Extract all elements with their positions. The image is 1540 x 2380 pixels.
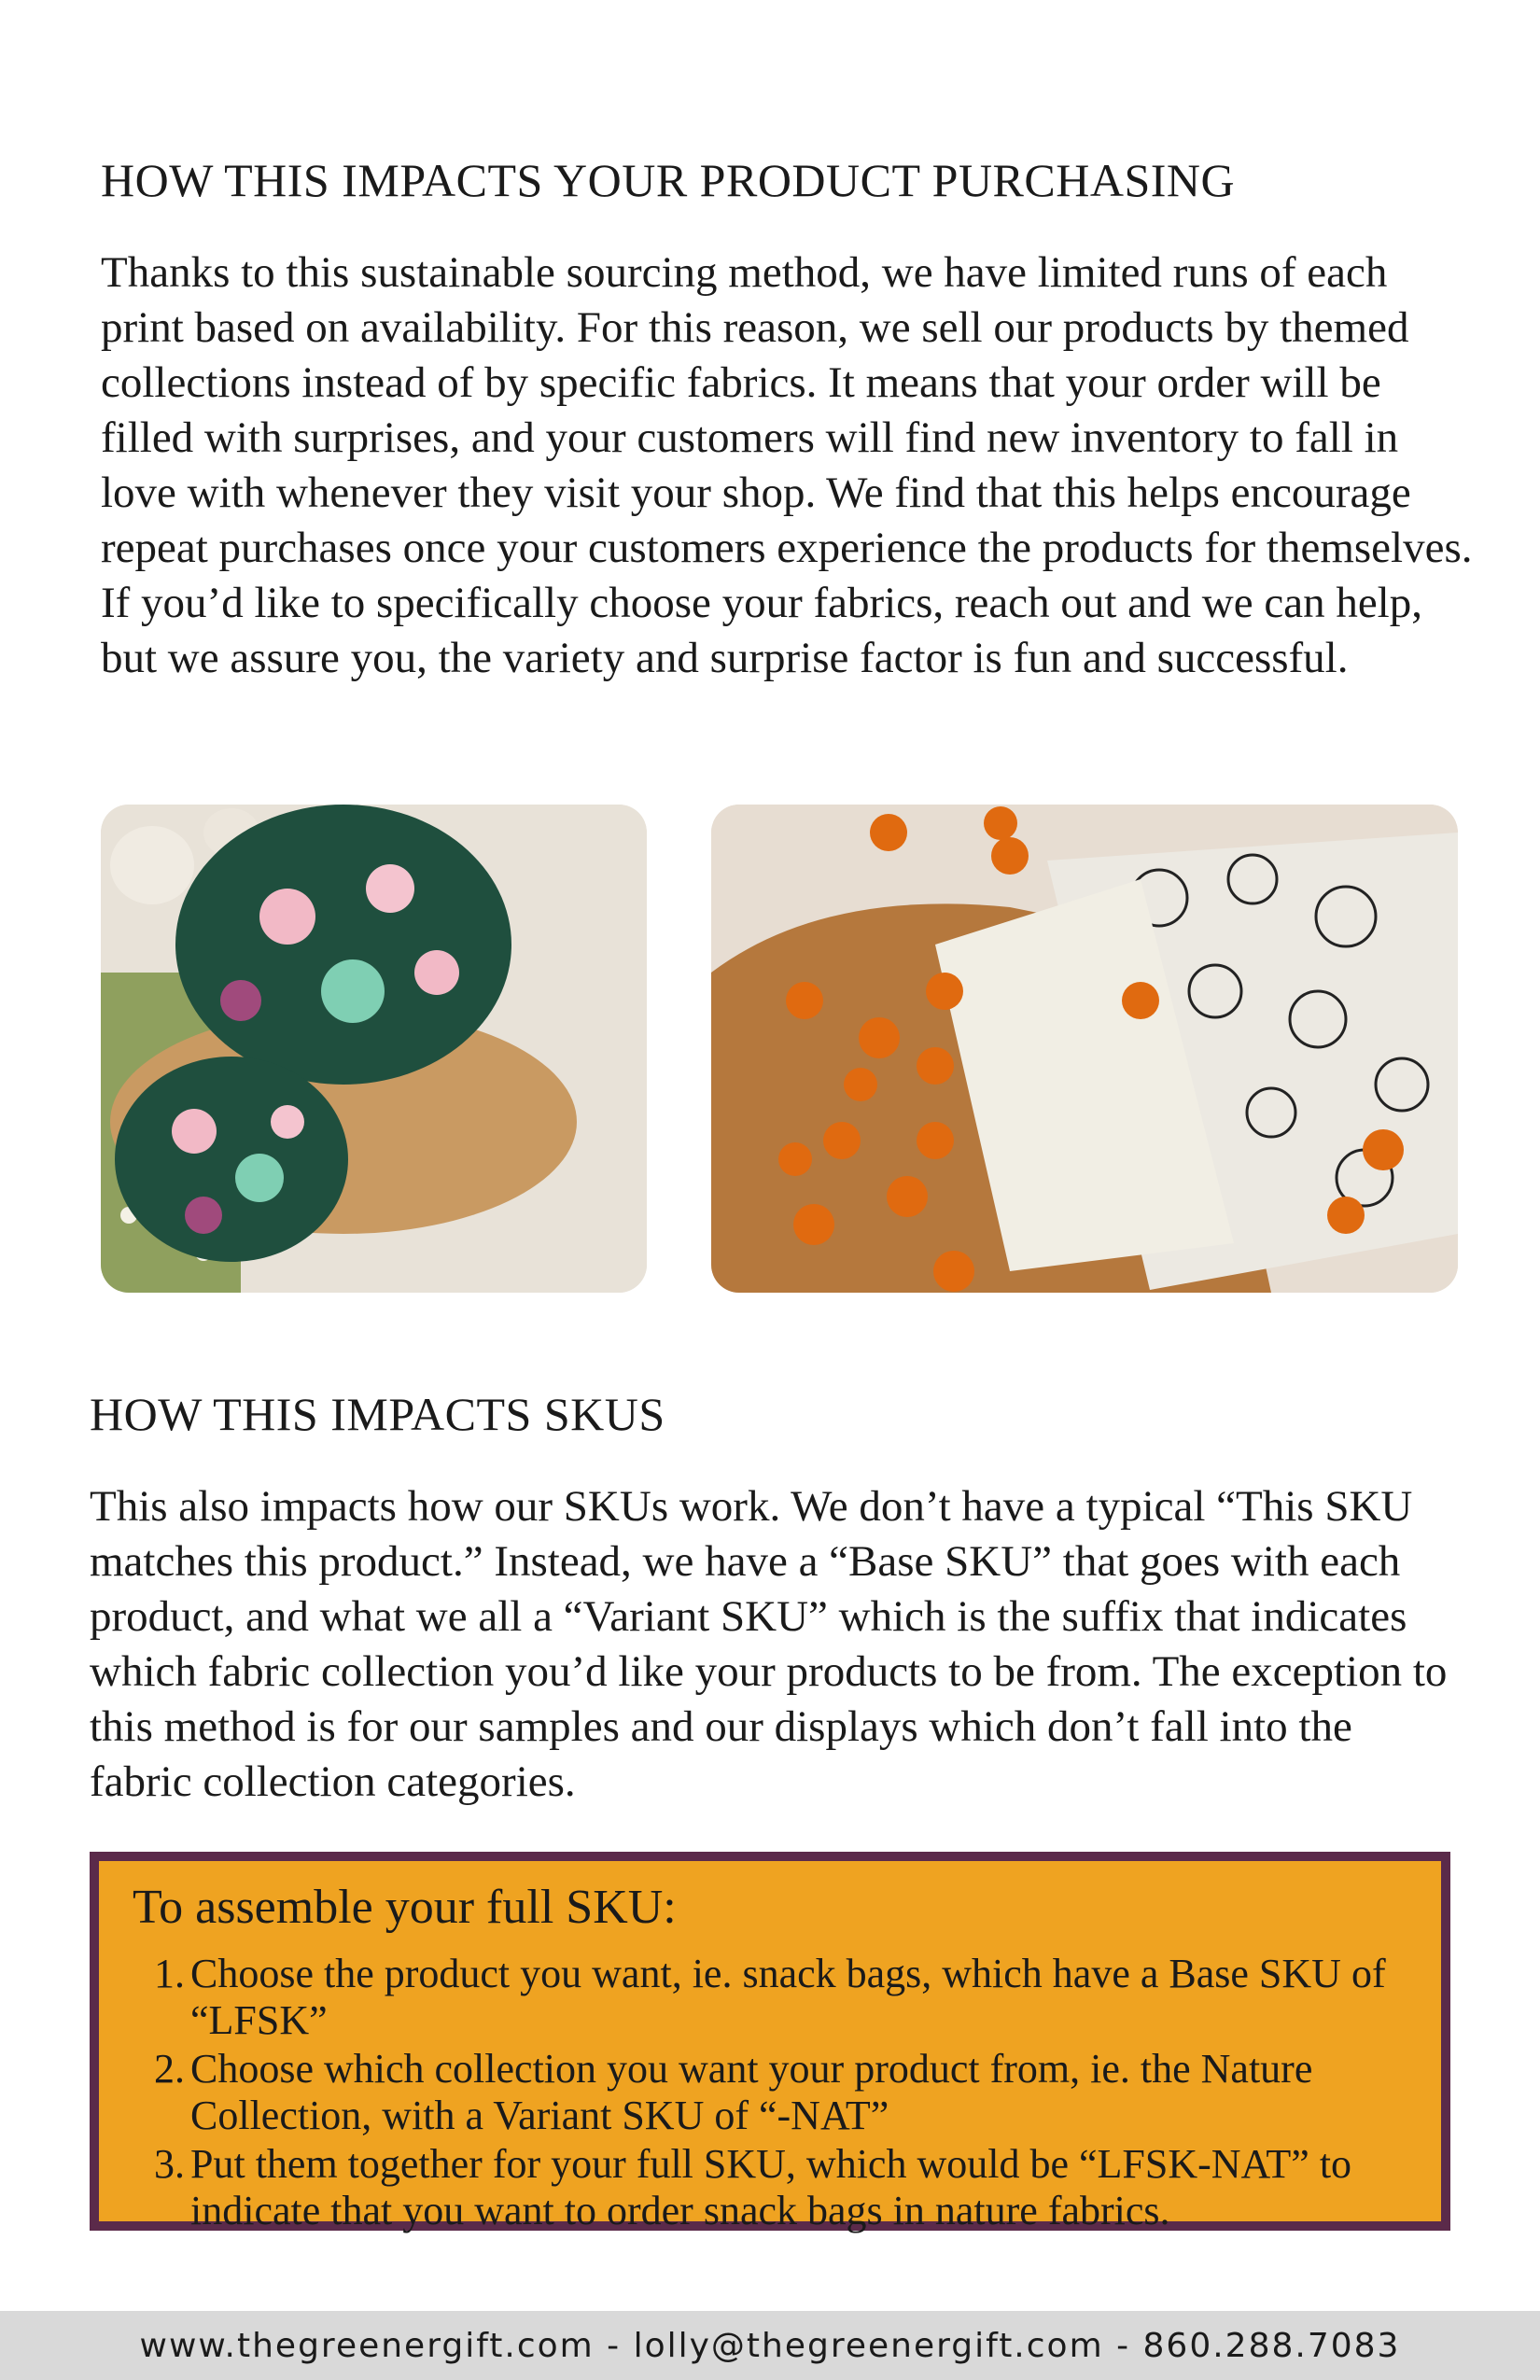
contact-footer xyxy=(0,2311,1540,2380)
list-item xyxy=(146,1951,1396,2044)
bowl-covers-photo xyxy=(101,805,647,1293)
step-number: 3. xyxy=(154,2141,185,2187)
section-heading-skus: HOW THIS IMPACTS SKUS xyxy=(90,1388,665,1440)
step-number: 2. xyxy=(154,2046,185,2092)
sku-instructions-box xyxy=(90,1852,1450,2231)
sku-steps-list xyxy=(146,1951,1396,2236)
section-heading-purchasing: HOW THIS IMPACTS YOUR PRODUCT PURCHASING xyxy=(101,154,1236,206)
sku-box-title: To assemble your full SKU: xyxy=(133,1881,677,1934)
snack-bag-photo xyxy=(711,805,1458,1293)
step-text: Choose the product you want, ie. snack bags, which have a Base SKU of “LFSK” xyxy=(190,1951,1386,2043)
list-item xyxy=(146,2046,1396,2139)
footer-contact-text: www.thegreenergift.com - lolly@thegreenergift.com - 860.288.7083 xyxy=(139,2326,1401,2365)
purchasing-paragraph: Thanks to this sustainable sourcing method, we have limited runs of each print based on availability. For this reason, we sell our products by themed collections instead of by specific fabrics. It means that your order will be filled with surprises, and your customers will find new inventory to fall in love with whenever they visit your shop. We find that this helps encourage repeat purchases once your customers experience the products for themselves. If you’d like to specifically choose your fabrics, reach out and we can help, but we assure you, the variety and surprise factor is fun and successful. xyxy=(101,248,1473,682)
step-text: Put them together for your full SKU, which would be “LFSK-NAT” to indicate that you want to order snack bags in nature fabrics. xyxy=(190,2141,1352,2233)
step-number: 1. xyxy=(154,1951,185,1996)
skus-paragraph: This also impacts how our SKUs work. We don’t have a typical “This SKU matches this product.” Instead, we have a “Base SKU” that goes with each product, and what we all a “Variant SKU” which is the suffix that indicates which fabric collection you’d like your products to be from. The exception to this method is for our samples and our displays which don’t fall into the fabric collection categories. xyxy=(90,1482,1448,1806)
step-text: Choose which collection you want your product from, ie. the Nature Collection, with a Variant SKU of “-NAT” xyxy=(190,2046,1313,2138)
list-item xyxy=(146,2141,1396,2234)
